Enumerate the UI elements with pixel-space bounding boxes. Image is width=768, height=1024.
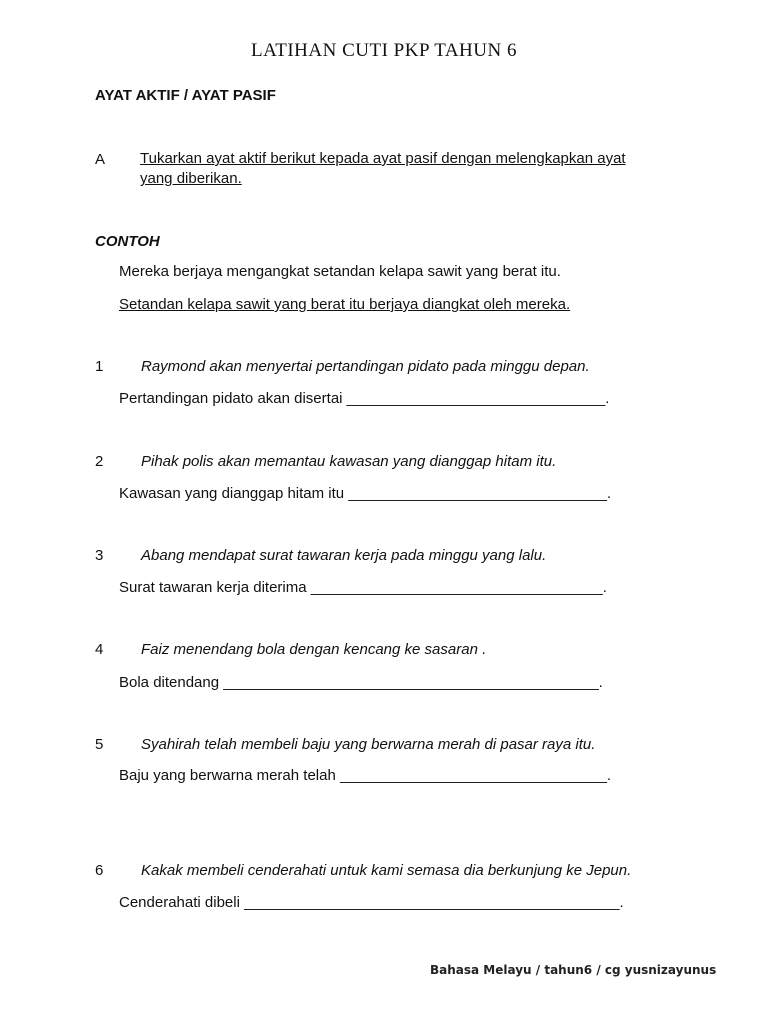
question-text: Raymond akan menyertai pertandingan pidato pada minggu depan. (141, 358, 590, 375)
section-letter: A (95, 151, 106, 168)
question-number: 2 (95, 453, 104, 470)
question-text: Kakak membeli cenderahati untuk kami semasa dia berkunjung ke Jepun. (141, 862, 632, 879)
question-text: Faiz menendang bola dengan kencang ke sasaran . (141, 641, 487, 658)
answer-line: Surat tawaran kerja diterima ___________________________________. (119, 579, 607, 596)
answer-line: Cenderahati dibeli _____________________________________________. (119, 894, 624, 911)
answer-line: Kawasan yang dianggap hitam itu _______________________________. (119, 485, 612, 502)
topic-heading: AYAT AKTIF / AYAT PASIF (95, 87, 276, 104)
answer-line: Baju yang berwarna merah telah ________________________________. (119, 767, 612, 784)
question-number: 6 (95, 862, 104, 879)
question-text: Pihak polis akan memantau kawasan yang dianggap hitam itu. (141, 453, 557, 470)
question-number: 1 (95, 358, 104, 375)
example-label: CONTOH (95, 233, 160, 250)
example-active-sentence: Mereka berjaya mengangkat setandan kelapa sawit yang berat itu. (119, 263, 561, 280)
example-passive-sentence: Setandan kelapa sawit yang berat itu berjaya diangkat oleh mereka. (119, 296, 571, 313)
answer-line: Bola ditendang _____________________________________________. (119, 674, 603, 691)
question-number: 3 (95, 547, 104, 564)
question-number: 4 (95, 641, 104, 658)
answer-line: Pertandingan pidato akan disertai _______________________________. (119, 390, 610, 407)
page-title: LATIHAN CUTI PKP TAHUN 6 (251, 40, 517, 61)
section-instruction: Tukarkan ayat aktif berikut kepada ayat pasif dengan melengkapkan ayat yang diberikan. (140, 150, 626, 187)
question-text: Syahirah telah membeli baju yang berwarna merah di pasar raya itu. (141, 736, 596, 753)
question-text: Abang mendapat surat tawaran kerja pada minggu yang lalu. (141, 547, 547, 564)
question-number: 5 (95, 736, 104, 753)
page-footer: Bahasa Melayu / tahun6 / cg yusnizayunus (430, 963, 717, 977)
